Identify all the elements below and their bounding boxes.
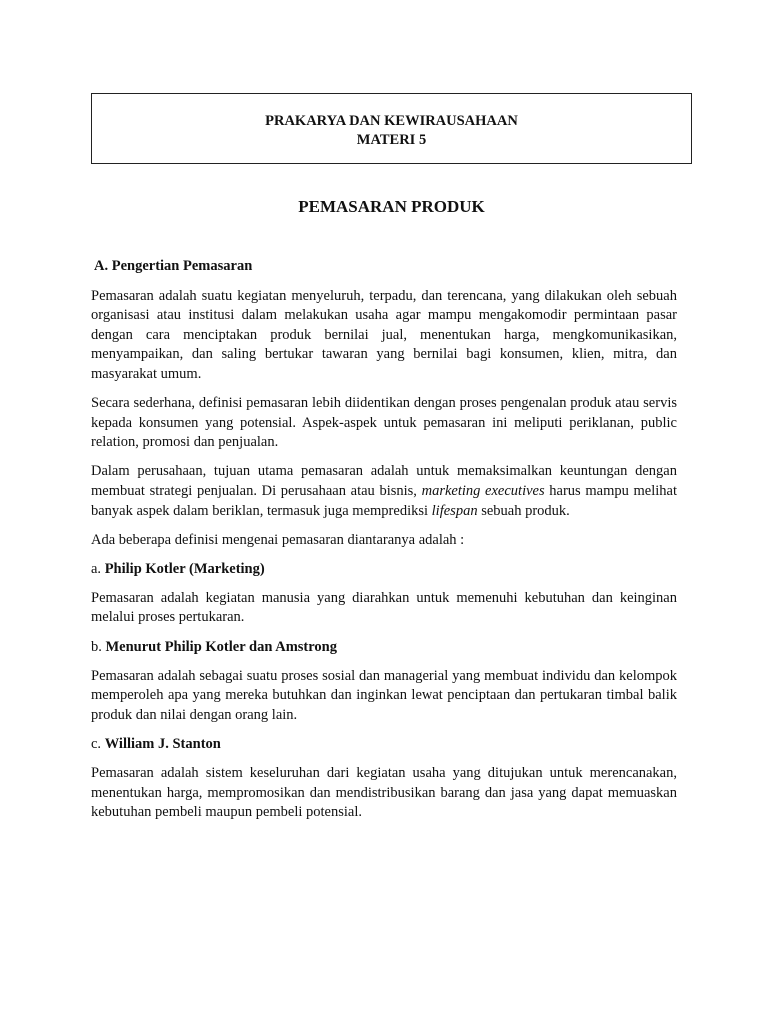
paragraph-intro-list: Ada beberapa definisi mengenai pemasaran diantaranya adalah :	[91, 531, 465, 548]
material-number: MATERI 5	[356, 132, 427, 148]
definition-heading-c	[91, 735, 677, 755]
definition-text: Pemasaran adalah kegiatan manusia yang diarahkan untuk memenuhi kebutuhan dan keinginan melalui proses pertukaran.	[91, 589, 677, 626]
list-marker: b.	[91, 638, 106, 655]
paragraph-simple-definition: Secara sederhana, definisi pemasaran lebih diidentikan dengan proses pengenalan produk atau servis kepada konsumen yang potensial. Aspek-aspek untuk pemasaran ini meliputi periklanan, public relation, promosi dan penjualan.	[91, 395, 677, 451]
paragraph-text: Dalam perusahaan, tujuan utama pemasaran adalah untuk memaksimalkan keuntungan dengan membuat strategi penjualan. Di perusahaan atau bisnis,	[91, 463, 677, 499]
italic-term: marketing executives	[421, 482, 545, 499]
definition-heading-b	[91, 638, 677, 658]
definition-heading-a	[91, 560, 677, 580]
definition-author: Menurut Philip Kotler dan Amstrong	[105, 638, 337, 655]
definition-text: Pemasaran adalah sebagai suatu proses sosial dan managerial yang membuat individu dan kelompok memperoleh apa yang mereka butuhkan dan inginkan lewat penciptaan dan pertukaran timbal balik produk dan nilai dengan orang lain.	[91, 667, 677, 723]
definition-author: William J. Stanton	[104, 735, 221, 752]
document-header-box	[91, 93, 692, 164]
page-title: PEMASARAN PRODUK	[298, 197, 485, 216]
definition-text: Pemasaran adalah sistem keseluruhan dari kegiatan usaha yang ditujukan untuk merencanakan, menentukan harga, mempromosikan dan mendistribusikan barang dan jasa yang dapat memuaskan kebutuhan pembeli maupun pembeli potensial.	[91, 764, 677, 821]
list-marker: c.	[91, 735, 105, 752]
section-heading-a: A. Pengertian Pemasaran	[94, 258, 253, 274]
paragraph-definition: Pemasaran adalah suatu kegiatan menyeluruh, terpadu, dan terencana, yang dilakukan oleh sebuah organisasi atau institusi dalam melakukan usaha agar mampu mengakomodir permintaan pasar dengan cara menciptakan produk bernilai jual, menentukan harga, mengkomunikasikan, menyampaikan, dan saling bertukar tawaran yang bernilai bagi konsumen, klien, mitra, dan masyarakat umum.	[91, 287, 677, 382]
paragraph-text: harus mampu melihat banyak aspek dalam beriklan, termasuk juga memprediksi	[91, 482, 677, 519]
subject-title: PRAKARYA DAN KEWIRAUSAHAAN	[265, 113, 518, 129]
definition-author: Philip Kotler (Marketing)	[104, 560, 265, 577]
document-body	[91, 257, 677, 832]
paragraph-text: sebuah produk.	[477, 502, 570, 519]
paragraph-company-goal	[91, 462, 677, 521]
italic-term: lifespan	[431, 502, 478, 519]
list-marker: a.	[91, 560, 105, 577]
